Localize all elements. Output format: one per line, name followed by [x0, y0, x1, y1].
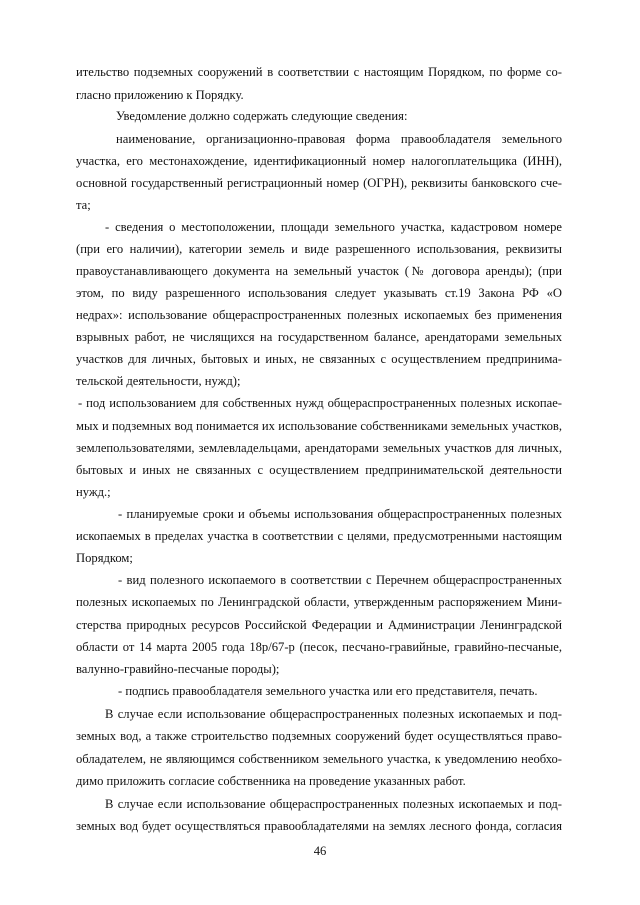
- text-line: тельской деятельности, нужд);: [76, 374, 241, 388]
- text-line: ительство подземных сооружений в соответствии с настоящим Порядком, по форме со-: [76, 65, 562, 79]
- text-line: В случае если использование общераспространенных полезных ископаемых и под-: [105, 797, 562, 811]
- text-line: - планируемые сроки и объемы использования общераспространенных полезных: [118, 507, 562, 521]
- text-line: основной государственный регистрационный номер (ОГРН), реквизиты банковского сче-: [76, 176, 562, 190]
- text-line: земных вод, а также строительство подземных сооружений будет осуществляться право-: [76, 729, 562, 743]
- text-line: Порядком;: [76, 551, 133, 565]
- page-number: 46: [313, 844, 327, 858]
- text-line: области от 14 марта 2005 года 18р/67-р (песок, песчано-гравийные, гравийно-песчаные,: [76, 640, 562, 654]
- text-line: участков для личных, бытовых и иных, не связанных с осуществлением предпринима-: [76, 352, 562, 366]
- text-line: взрывных работ, не числящихся на государственном балансе, арендаторами земельных: [76, 330, 562, 344]
- text-line: гласно приложению к Порядку.: [76, 88, 244, 102]
- text-line: - подпись правообладателя земельного участка или его представителя, печать.: [118, 684, 538, 698]
- text-line: В случае если использование общераспространенных полезных ископаемых и под-: [105, 707, 562, 721]
- text-line: земных вод будет осуществляться правообладателями на землях лесного фонда, согласия: [76, 819, 562, 833]
- text-line: ископаемых в пределах участка в соответствии с целями, предусмотренными настоящим: [76, 529, 562, 543]
- text-line: стерства природных ресурсов Российской Федерации и Администрации Ленинградской: [76, 618, 562, 632]
- text-line: участка, его местонахождение, идентификационный номер налогоплательщика (ИНН),: [76, 154, 562, 168]
- text-line: Уведомление должно содержать следующие сведения:: [116, 109, 408, 123]
- text-line: - под использованием для собственных нужд общераспространенных полезных ископае-: [78, 396, 562, 410]
- text-line: землепользователями, землевладельцами, арендаторами земельных участков для личных,: [76, 441, 562, 455]
- text-line: обладателем, не являющимся собственником земельного участка, к уведомлению необхо-: [76, 752, 562, 766]
- text-line: этом, по виду разрешенного использования следует указывать ст.19 Закона РФ «О: [76, 286, 562, 300]
- text-line: валунно-гравийно-песчаные породы);: [76, 662, 280, 676]
- text-line: наименование, организационно-правовая форма правообладателя земельного: [116, 132, 562, 146]
- text-line: нужд.;: [76, 485, 111, 499]
- text-line: полезных ископаемых по Ленинградской области, утвержденным распоряжением Мини-: [76, 595, 562, 609]
- text-line: - сведения о местоположении, площади земельного участка, кадастровом номере: [105, 220, 562, 234]
- text-line: бытовых и иных не связанных с осуществлением предпринимательской деятельности: [76, 463, 562, 477]
- text-line: димо приложить согласие собственника на проведение указанных работ.: [76, 774, 466, 788]
- text-line: недрах»: использование общераспространенных полезных ископаемых без применения: [76, 308, 562, 322]
- text-line: та;: [76, 198, 91, 212]
- text-line: мых и подземных вод понимается их использование собственниками земельных участков,: [76, 419, 562, 433]
- text-line: правоустанавливающего документа на земельный участок (№ договора аренды); (при: [76, 264, 562, 278]
- text-line: - вид полезного ископаемого в соответствии с Перечнем общераспространенных: [118, 573, 562, 587]
- text-line: (при его наличии), категории земель и виде разрешенного использования, реквизиты: [76, 242, 562, 256]
